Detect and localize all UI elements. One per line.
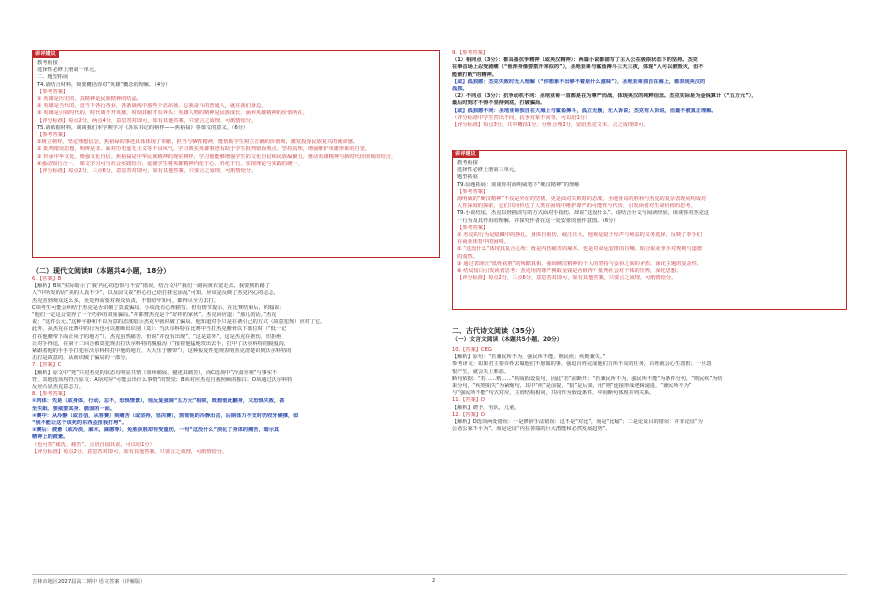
- text-line: 在拳击场上忍受剧痛（“他浑身像要散开来似的”），圣地亚哥与鲨鱼搏斗三天三夜，体现“人可以被毁灭，但不: [452, 64, 704, 71]
- text-line: ③赛后：疲惫（或冷淡，麻木，麻感等），免胜获胜却有受重伤，一句“这没什么”淡化了身体的痛苦，暗示其: [32, 427, 280, 434]
- text-line: ③ 英雄是引领时代的，时代离不开英雄，时刻其耐才有奔头；英雄人物的精神是民族成长、涵养英雄精神的价值所在。: [37, 110, 308, 117]
- text-line: ③ 传承中华文化，增强文化自信。焦裕禄是中华民族精神的现实榜样，学习他能够增强学生的文化自信和民族凝聚力，推动英雄精神与新时代价值观的结合。: [37, 153, 397, 160]
- right-top-lines: [452, 50, 847, 129]
- text-line: ④ 结局留白引发读者思考：杰克用肉尊严换取金钱是否值得？批判社会对个体的压榨，深化思想。: [457, 268, 682, 275]
- text-line: 教考衔接: [37, 60, 58, 66]
- text-line: 打在他腰带下面正风子的地方”），杰克虽然痛苦，但说“并没有出现”、“这是意外”，这是杰克在推伤，但拒绝: [32, 333, 282, 340]
- text-line: 让对手得逞，在第十二回合被莫犯规击打沃尔科特的腹股沟（“接着他猛地攻出去手，打中了沃尔科特的腹股沟，: [32, 340, 289, 347]
- text-line: （评分标准中学生答出不同，抗争对象不同等，可以给1分）: [452, 114, 591, 121]
- text-line: ① 英雄是历史的，其精神是民族精神的结晶。: [37, 96, 142, 103]
- text-line: 【评分标准】每点3分，共中概括1分，分析合理2分，留给杰克文本，言之成理即可。: [452, 122, 649, 129]
- text-line: 一行为及其作用的理解，并探究作者在这一处安排的创作意图。（6分）: [457, 217, 619, 224]
- text-line: “他们一定这会觉得了一个巧妙的双重骗局。”并都赞杰克是个“好样的家伙”。杰克回应道：“那儿的话。”杰克: [32, 312, 277, 319]
- left-section-lines: [32, 276, 440, 456]
- text-line: 说：“这件公元。”这种平静和不以为意的态度暗示杰克早就识破了骗局。他知道对手只是在诱引己的方式（故意犯规）应对了它。: [32, 319, 326, 326]
- text-line: （2）不同点（3分）：抗争动机不同：圣地亚哥一直都是在为尊严而战，体现英汉的纯粹信念。杰克实际是为金钱算计（“五万元”），: [452, 93, 757, 100]
- text-line: “我不能让这个该死的东西歪扭我打垮”。: [32, 420, 128, 427]
- text-line: 人性深度的探索，它们共同传达了人类在困境中维护尊严的可能性与代价，引发读者对生命价值的思考。: [457, 203, 696, 210]
- text-line: 断句依据：“若……则……”构成假设复句，因此“若”前断开；“若兼民所不为，强民所不能”为条件分句，“则民疾”为结: [452, 375, 723, 382]
- text-line: 符，其他选项均符合原文：A项对应“可能会出什么事情”的警觉；B项对应杰克自我照顾的独白；D项通过沃尔科特: [32, 376, 293, 383]
- text-line: 【或】孤独感不同：圣地亚哥独自在大海上与鲨鱼搏斗，孤立无援，无人诉说；杰克有人诉说，但最不被真正理解。: [452, 107, 717, 114]
- text-line: 参考译文：如果君主要百姓去做他们不愿做的事，强迫百姓完成他们力所不及的任务，百姓就会心生怨恨；一旦怨: [452, 361, 712, 368]
- text-line: 在商业体育中的困境。: [457, 239, 509, 246]
- text-line: ①树立榜样，坚定理想信念。焦裕禄的事迹具体体现了奉献、担当与牺牲精神，能帮助学生树立正确的价值观，激发投身民族复兴的使命感。: [37, 139, 359, 146]
- text-line: C项考生可能会纠结于杰克是否识破了莫麦骗局。小说没有心理描写，但有情节提示。在比赛结束后，约翰说：: [32, 304, 285, 311]
- text-line: 孤独。: [452, 86, 468, 93]
- left-review-box-title: 讲评建议: [32, 50, 59, 58]
- text-line: 7.【答案】C: [32, 362, 62, 369]
- page-number: 2: [432, 578, 436, 584]
- left-review-box-lines: [37, 60, 435, 175]
- left-review-box: [32, 50, 440, 258]
- text-line: 此外，从杰克在比赛中的行为也可以推断出识别（莫）：当沃尔科特在比赛中当打杰克腰骨以下部位时（“低一记: [32, 326, 287, 333]
- left-section: [32, 266, 440, 456]
- right-review-box-title: 讲评建议: [452, 150, 479, 158]
- text-line: 【评分标准】每点2分，三点6分，意思答对即可，如有其他答案，只要言之成理，可酌情给分。: [457, 275, 677, 282]
- right-bottom-lines: [452, 347, 847, 433]
- text-line: 【参考答案】: [37, 132, 69, 139]
- text-line: T9.原题拓展：谈谈你对海明威笔下“硬汉精神”的理解: [457, 181, 580, 188]
- text-line: （也可答“痛洗、痛苦”，言语自圆其说，可以给1分）: [32, 441, 155, 448]
- text-line: 紧跟着他的手手手打犯在沃尔科特打中他的地方，大大压于腰带”），这种报复性犯规表明杰克清楚识到沃尔科特的: [32, 348, 292, 355]
- text-line: 选择性必修上册第三单元。: [457, 167, 520, 174]
- text-line: ③ 通过表现让“低姓获胜”的残酷真相，强调硬汉精神的个人的坚持与妥协之间的矛盾，深化主题的复杂性。: [457, 260, 703, 267]
- text-line: 【参考答案】: [37, 88, 69, 95]
- text-line: T5.请依据材料，谈谈我们本学期学习《苏东书记的榜样——焦裕禄》等课文的意义。（6分）: [37, 124, 249, 131]
- text-line: 【或】孤独感：杰克失败时无人理解（“你想象不出够不着是什么滋味”），圣地亚哥独自在海上，都表现英汉的: [452, 78, 706, 85]
- text-line: T4.请结合材料，简要概括你对“英雄”概念的理解。（4分）: [37, 81, 171, 88]
- text-line: 杰克害到观众这么多，更觉得需要对观众负责，不惜给牢知可，都得尽全力去打。: [32, 297, 219, 304]
- footer-rule: [32, 574, 847, 575]
- text-line: 的漠然。: [457, 253, 478, 260]
- text-line: 8.【参考答案】: [32, 391, 69, 398]
- text-line: 能被打败”的精神。: [452, 71, 497, 78]
- text-line: 题型拓展: [457, 174, 478, 181]
- ancient-section-heading: 二、古代诗文阅读（35分）: [452, 327, 539, 335]
- text-line: ②赛中：从冷静（或自信，从容赛）到痛苦（或坚持，坚决赛），刻彻他的冷静出击，后期体力不支时仍咬牙硬撑，如: [32, 412, 299, 419]
- text-line: 与“强民所不能”句式对应，主谓结构相同，共同作为假设条件，中间断句体现并列关系。: [452, 390, 655, 397]
- text-line: 反应凸显杰克意志力。: [32, 384, 84, 391]
- text-line: 【解析】原句：“若兼民所不为，强民所不能，则民疾；疾则兼失。”: [452, 354, 606, 361]
- text-line: 【解析】聘予，劳队，儿童。: [452, 404, 520, 411]
- text-line: 9.【参考答案】: [452, 50, 489, 56]
- text-line: 公者公家不平为”，而是论证“内在善端的巨大潜能和必然发展趋势”。: [452, 426, 611, 433]
- text-line: ①肉体：先是（或身体，行动，忘不，恐惧情景），他反复强调“五万元”相联，既想借此翻身，又恐惧失败，甚: [32, 398, 285, 405]
- text-line: 最后时刻才不得不坚持到底，打破骗局。: [452, 100, 546, 107]
- text-line: 选择性必修上册第一单元。: [37, 67, 100, 74]
- text-line: 果分句，“疾则狷失”为紧缩句，其中“疾”是前提，“狷”是后果，用“则”连接形成逻辑递进。“兼民所不为”: [452, 383, 692, 390]
- text-line: 【评分标准】每点2分，两点4分，意思答对即可，如有其他答案，只要言之成理，可酌情给分。: [37, 117, 257, 124]
- right-review-box: [452, 150, 847, 310]
- text-line: 【参考答案】: [457, 224, 489, 231]
- right-review-box-lines: [457, 160, 842, 282]
- text-line: T9.小说结尾，杰克以轻描淡写的方式面对手指伤，却说“这没什么”，请结合全文与阅读经验，谈谈你对杰克这: [457, 210, 710, 217]
- text-line: 恨产生，就会失上邪恶。: [452, 368, 510, 375]
- text-line: 至失眠、要威要其身、脆弱的一面。: [32, 405, 116, 412]
- text-line: 【解析】原文中“死”只对杰克的状态有明显共情（如疼痛展、描述其痛苦），而C选项中“冷漠旁观”与事实不: [32, 369, 278, 376]
- text-line: 11.【答案】D: [452, 397, 485, 404]
- text-line: 12.【答案】D: [452, 411, 485, 418]
- text-line: 【参考答案】: [457, 188, 489, 195]
- text-line: 10.【答案】CEG: [452, 347, 492, 353]
- left-section-heading: （二）现代文阅读Ⅱ（本题共4小题，18分）: [32, 267, 171, 275]
- text-line: 6.【答案】B: [32, 276, 62, 282]
- text-line: ② “这没什么”体现其复合心理：既是内伤痛苦的麻木，也是对命运安排的自嘲，暗合职业拳手对规则与道德: [457, 246, 703, 253]
- text-line: 人”中所发的话“美的人真不少”，以及前文说“担心自己给打扰它添乱”可知，应该是反映了杰克内心的忐忑，: [32, 290, 279, 297]
- right-bottom-section: [452, 326, 847, 433]
- text-line: ② 英雄是当代的，竟当下各行各业、各条战线中那些个态昂扬、忘我奋斗的普通人，就在我们身边。: [37, 103, 267, 110]
- text-line: ① 杰克的行为是隐藏中的挣扎。身体自重伤、疲注且大，他观是隐于厚声与利益的义务选择，反映了拳手们: [457, 232, 702, 239]
- text-line: 【评分标准】每点2分，三点6分，意思答对即可，如有其他答案，只要言之成理，可酌情给分。: [37, 168, 257, 175]
- text-line: 二、题型拓展: [37, 74, 69, 81]
- text-line: 【评分标准】每点2分，意思答对即可，如有其他答案，只要言之成理，可酌情给分。: [32, 448, 228, 455]
- footer-text: 吉林市地区2027届高二期中 语文答案（详解版）: [32, 579, 146, 585]
- text-line: ④强动知行合一， 课文学习可与社会实践结合，促使学生将英雄精神内化于心、外化于行，实现理论与实践的统一。: [37, 160, 303, 167]
- ancient-subsection-heading: （一）文言文阅读（本题共5小题，20分）: [452, 337, 563, 343]
- text-line: 击打是故意的，从而识破了骗局的一部分。: [32, 355, 131, 362]
- text-line: ② 批判错误思想，明辨是非。面对历史虚无主义等不良风气，学习典实英雄事迹有助于学生批判错误观点，坚持真理，增强维护英雄形象的自觉。: [37, 146, 371, 153]
- text-line: 【解析】B项“实际暗示了‘我’内心的恐惧与不安”错误。结合文中“我们一路向黄衣宽走去，我要到折路了: [32, 283, 270, 290]
- text-line: 精神上的疲惫。: [32, 434, 69, 441]
- text-line: （1）相同点（3分）：都具备抗争精神（或英汉精神）：两篇小说都描写了主人公在极限状态下的坚持。杰克: [452, 57, 698, 64]
- text-line: 海明威的“硬汉精神”不仅是外在的坚韧，更是面对失败时的态度。圣地亚哥的胜利与杰克的复杂表现同构成对: [457, 196, 707, 203]
- text-line: 【解析】D选项两处错误：一是修辞手法错误：这不是“对比”，而是“比喻”；二是论证目的错误：并非论证“为: [452, 419, 703, 426]
- text-line: 教考衔接: [457, 160, 478, 166]
